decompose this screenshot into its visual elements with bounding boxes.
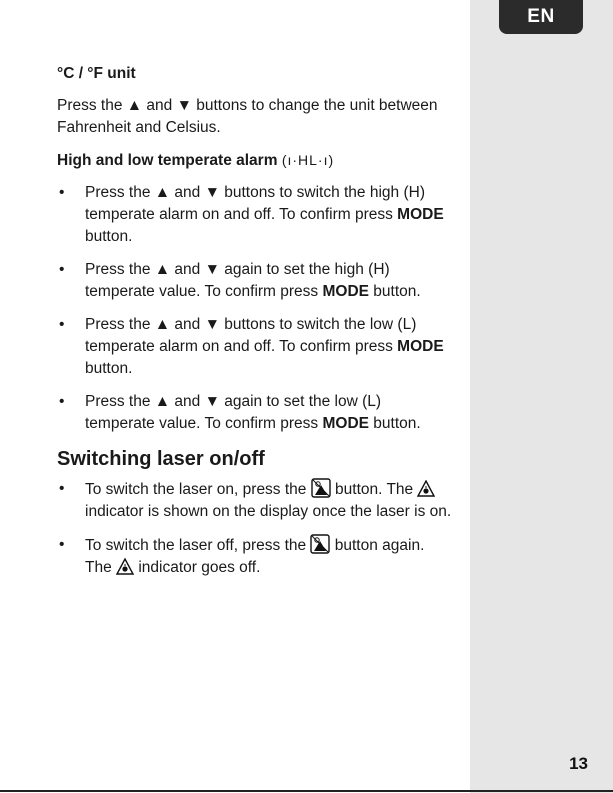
alarm-steps-list: [57, 182, 452, 435]
page-number: 13: [569, 754, 588, 773]
side-panel: [470, 0, 613, 793]
bullet: •: [59, 393, 65, 410]
laser-indicator-icon: [417, 480, 435, 497]
mode-label: MODE: [397, 206, 444, 223]
item-text: To switch the laser on, press the: [85, 481, 311, 498]
laser-indicator-icon: [116, 558, 134, 575]
list-item: [57, 391, 452, 435]
item-text: indicator is shown on the display once the laser is on.: [85, 503, 452, 520]
item-text: Press the ▲ and ▼ buttons to switch the low (L) temperate alarm on and off. To confirm press: [85, 316, 417, 355]
laser-button-icon: [310, 534, 330, 554]
mode-label: MODE: [397, 338, 444, 355]
alarm-heading: [57, 149, 452, 172]
unit-heading: °C / °F unit: [57, 65, 136, 82]
list-item: [57, 314, 452, 380]
bullet: •: [59, 536, 65, 553]
item-text: button. The: [330, 481, 418, 498]
laser-button-icon: [311, 478, 331, 498]
language-tab: EN: [499, 0, 583, 34]
item-text: button.: [369, 415, 421, 432]
alarm-heading-text: High and low temperate alarm: [57, 152, 278, 169]
bullet: •: [59, 184, 65, 201]
bottom-rule: [0, 790, 613, 792]
item-text: button.: [85, 228, 133, 245]
laser-steps-list: [57, 478, 452, 579]
item-text: Press the ▲ and ▼ buttons to switch the high (H) temperate alarm on and off. To confirm press: [85, 184, 425, 223]
bullet: •: [59, 480, 65, 497]
item-text: indicator goes off.: [134, 559, 261, 576]
item-text: Press the ▲ and ▼ again to set the low (L) temperate value. To confirm press: [85, 393, 382, 432]
page-content: [57, 63, 452, 590]
list-item: [57, 182, 452, 248]
alarm-hl-icon: (ı·HL·ı): [281, 152, 335, 168]
list-item: [57, 259, 452, 303]
list-item: [57, 478, 452, 523]
laser-heading: Switching laser on/off: [57, 448, 265, 470]
bullet: •: [59, 316, 65, 333]
list-item: [57, 534, 452, 579]
mode-label: MODE: [322, 415, 369, 432]
unit-paragraph: Press the ▲ and ▼ buttons to change the unit between Fahrenheit and Celsius.: [57, 97, 438, 136]
bullet: •: [59, 261, 65, 278]
item-text: Press the ▲ and ▼ again to set the high (H) temperate value. To confirm press: [85, 261, 390, 300]
item-text: button again. The: [85, 537, 425, 576]
item-text: button.: [85, 360, 133, 377]
mode-label: MODE: [322, 283, 369, 300]
item-text: button.: [369, 283, 421, 300]
item-text: To switch the laser off, press the: [85, 537, 311, 554]
